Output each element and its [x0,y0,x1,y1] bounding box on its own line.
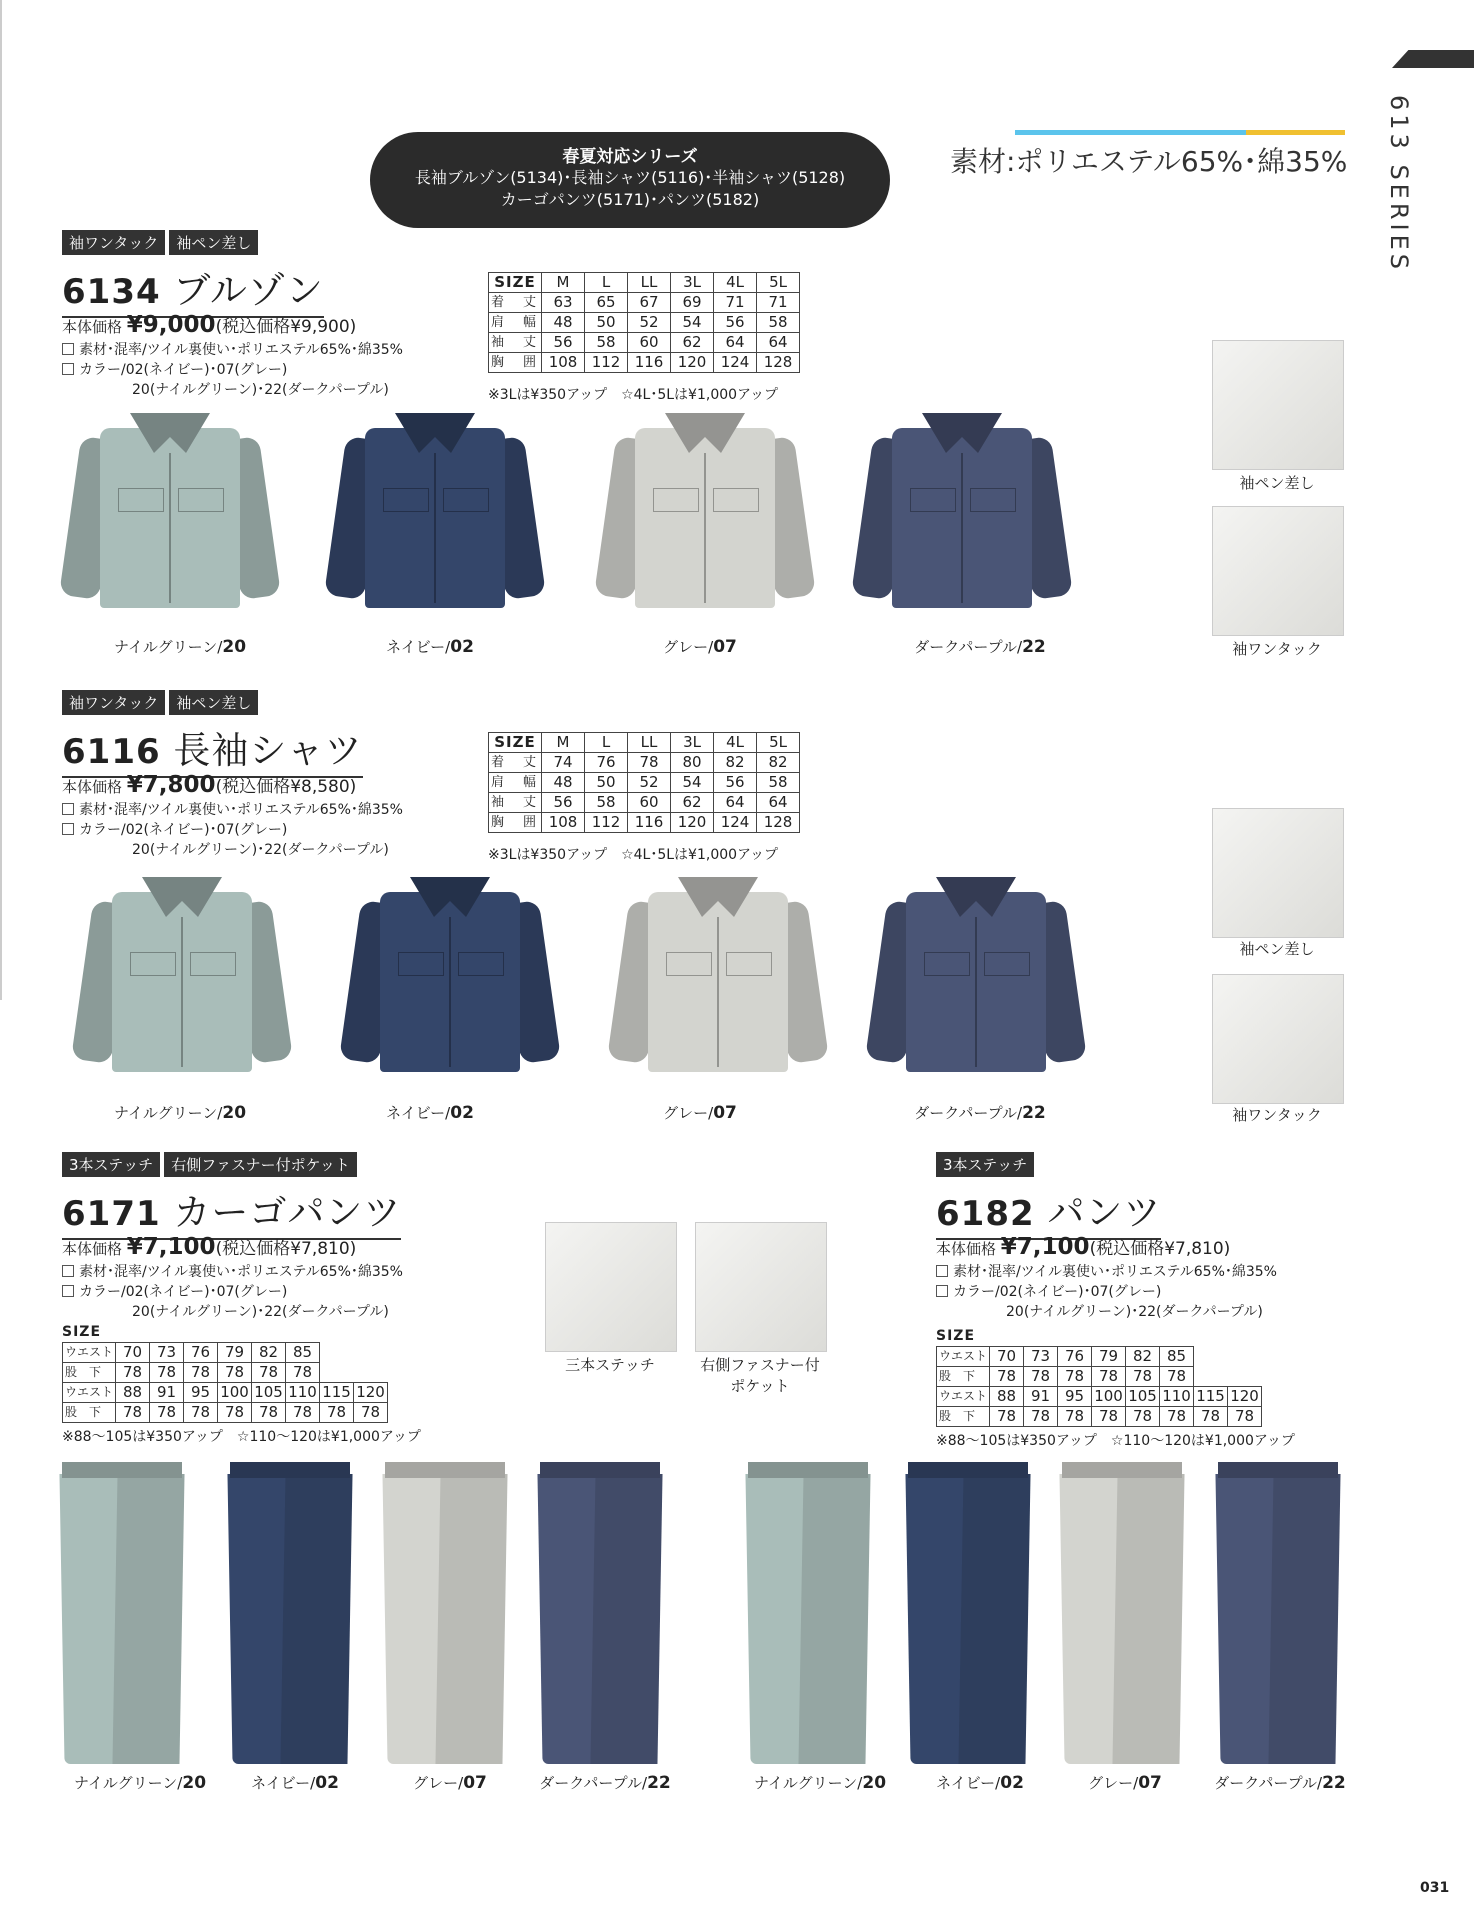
tags-6116 [62,690,262,715]
product-code: 6182 [936,1194,1035,1234]
size-cell: ウエスト [937,1387,990,1407]
table-row [489,813,800,833]
price-value: ¥7,100 [126,1234,216,1260]
variant-caption: ナイルグリーン/20 [753,1773,887,1793]
size-label: SIZE [936,1328,976,1344]
size-header-cell: 3L [671,733,714,753]
table-row [63,1403,388,1423]
series-banner [370,132,890,228]
table-row [489,313,800,333]
size-table-6116 [488,732,800,833]
product-name: カーゴパンツ [173,1191,402,1234]
table-row [937,1407,1262,1427]
size-header-cell: 5L [757,273,800,293]
size-cell: 69 [671,293,714,313]
size-cell: 112 [585,813,628,833]
size-cell: 60 [628,793,671,813]
size-cell: 肩 幅 [489,313,542,333]
size-cell: 78 [1058,1367,1092,1387]
garment-photo [82,872,282,1092]
size-header-cell: SIZE [489,733,542,753]
empty-cell [1194,1367,1228,1387]
tax-price: (税込価格¥7,810) [1089,1239,1231,1259]
size-cell: 82 [757,753,800,773]
size-cell: 78 [1160,1367,1194,1387]
size-cell: 67 [628,293,671,313]
size-cell: 62 [671,793,714,813]
variant-caption: ネイビー/02 [251,1773,339,1793]
series-line-2: カーゴパンツ(5171)･パンツ(5182) [500,190,760,209]
size-cell: 股 下 [63,1363,116,1383]
material-spec: 素材･混率/ツイル裏使い･ポリエステル65%･綿35% [79,342,403,358]
size-cell: 71 [757,293,800,313]
empty-cell [320,1343,354,1363]
size-cell: 胸 囲 [489,813,542,833]
size-cell: 70 [990,1347,1024,1367]
variant-caption: ナイルグリーン/20 [113,1103,247,1123]
size-cell: 56 [542,793,585,813]
variant-caption: ナイルグリーン/20 [73,1773,207,1793]
size-cell: 58 [585,333,628,353]
size-cell: 78 [218,1403,252,1423]
table-row [489,333,800,353]
size-header-cell: 3L [671,273,714,293]
size-cell: 56 [714,773,757,793]
product-name: パンツ [1047,1191,1162,1234]
color-spec-2: 20(ナイルグリーン)･22(ダークパープル) [132,1304,389,1320]
detail-photo-tuck [1212,974,1344,1104]
empty-cell [1194,1347,1228,1367]
size-cell: 50 [585,313,628,333]
detail-caption: 袖ワンタック [1232,640,1322,658]
size-cell: 袖 丈 [489,333,542,353]
detail-photo-tuck [1212,506,1344,636]
size-cell: 124 [714,813,757,833]
tag: 袖ペン差し [169,230,258,255]
size-cell: 78 [286,1403,320,1423]
size-cell: 48 [542,313,585,333]
product-code: 6116 [62,732,161,772]
size-cell: 78 [1092,1367,1126,1387]
table-row [63,1343,388,1363]
table-row [937,1367,1262,1387]
size-cell: 74 [542,753,585,773]
size-cell: 112 [585,353,628,373]
tag: 袖ペン差し [169,690,258,715]
size-cell: 78 [354,1403,388,1423]
material-spec: 素材･混率/ツイル裏使い･ポリエステル65%･綿35% [79,1264,403,1280]
size-cell: 78 [1194,1407,1228,1427]
garment-photo [350,872,550,1092]
size-note-6134: ※3Lは¥350アップ ☆4L･5Lは¥1,000アップ [488,387,779,403]
product-title-6134 [62,260,324,318]
size-note-6116: ※3Lは¥350アップ ☆4L･5Lは¥1,000アップ [488,847,779,863]
size-cell: 54 [671,773,714,793]
price-6171 [62,1234,356,1260]
table-row [63,1383,388,1403]
table-row [489,353,800,373]
size-header-cell: 4L [714,733,757,753]
size-cell: 65 [585,293,628,313]
size-cell: 78 [116,1363,150,1383]
series-line-1: 長袖ブルゾン(5134)･長袖シャツ(5116)･半袖シャツ(5128) [414,168,846,187]
size-cell: 58 [757,313,800,333]
detail-caption: 三本ステッチ [565,1356,655,1374]
size-cell: 肩 幅 [489,773,542,793]
tags-6134 [62,230,262,255]
tag: 3本ステッチ [936,1152,1034,1177]
garment-photo [335,408,535,628]
size-cell: 73 [150,1343,184,1363]
product-name: 長袖シャツ [173,729,363,772]
size-cell: 76 [585,753,628,773]
size-cell: 52 [628,773,671,793]
size-table-6171 [62,1342,388,1423]
size-header-cell: 5L [757,733,800,753]
garment-photo [908,1462,1028,1762]
size-cell: 52 [628,313,671,333]
garment-photo [1062,1462,1182,1762]
tags-6171 [62,1152,361,1177]
size-cell: 95 [184,1383,218,1403]
size-cell: 88 [116,1383,150,1403]
detail-caption: 右側ファスナー付 ポケット [700,1356,820,1395]
size-cell: 82 [714,753,757,773]
variant-caption: ネイビー/02 [386,1103,474,1123]
price-label: 本体価格 [62,318,123,336]
size-cell: 64 [757,793,800,813]
detail-caption: 袖ワンタック [1232,1106,1322,1124]
size-cell: 78 [1160,1407,1194,1427]
size-header-cell: LL [628,273,671,293]
empty-cell [320,1363,354,1383]
size-cell: ウエスト [937,1347,990,1367]
garment-photo [605,408,805,628]
size-cell: 120 [354,1383,388,1403]
tax-price: (税込価格¥8,580) [215,777,357,797]
product-name: ブルゾン [173,269,324,312]
page-number: 031 [1420,1880,1450,1896]
size-cell: 71 [714,293,757,313]
size-cell: 78 [218,1363,252,1383]
size-cell: 120 [671,813,714,833]
size-cell: 64 [714,333,757,353]
tag: 袖ワンタック [62,230,165,255]
color-spec: カラー/02(ネイビー)･07(グレー) [79,1284,288,1300]
size-cell: 115 [320,1383,354,1403]
size-cell: 128 [757,353,800,373]
size-cell: 78 [184,1403,218,1423]
price-value: ¥9,000 [126,312,216,338]
size-table-6134 [488,272,800,373]
size-cell: 120 [1228,1387,1262,1407]
size-header-cell: L [585,273,628,293]
color-spec: カラー/02(ネイビー)･07(グレー) [953,1284,1162,1300]
specs-6182 [936,1262,1277,1322]
size-cell: 110 [286,1383,320,1403]
size-cell: 116 [628,353,671,373]
color-spec-2: 20(ナイルグリーン)･22(ダークパープル) [1006,1304,1263,1320]
garment-photo [1218,1462,1338,1762]
table-row [489,293,800,313]
size-cell: 105 [1126,1387,1160,1407]
size-cell: 73 [1024,1347,1058,1367]
product-code: 6134 [62,272,161,312]
size-label: SIZE [62,1324,102,1340]
color-spec: カラー/02(ネイビー)･07(グレー) [79,822,288,838]
size-cell: 124 [714,353,757,373]
size-cell: 78 [990,1407,1024,1427]
size-cell: 78 [1024,1367,1058,1387]
size-table-6182 [936,1346,1262,1427]
size-cell: 78 [252,1363,286,1383]
size-cell: 着 丈 [489,753,542,773]
size-cell: 115 [1194,1387,1228,1407]
table-row [489,773,800,793]
empty-cell [354,1363,388,1383]
size-cell: 股 下 [937,1367,990,1387]
size-cell: 79 [218,1343,252,1363]
empty-cell [1228,1347,1262,1367]
detail-photo-stitch [545,1222,677,1352]
size-header-cell: M [542,273,585,293]
material-spec: 素材･混率/ツイル裏使い･ポリエステル65%･綿35% [79,802,403,818]
product-code: 6171 [62,1194,161,1234]
price-label: 本体価格 [62,1240,123,1258]
garment-photo [862,408,1062,628]
specs-6116 [62,800,403,860]
detail-photo-pen [1212,340,1344,470]
table-row [489,793,800,813]
size-cell: ウエスト [63,1343,116,1363]
size-note-6182: ※88～105は¥350アップ ☆110～120は¥1,000アップ [936,1433,1295,1449]
size-cell: 100 [1092,1387,1126,1407]
size-cell: 88 [990,1387,1024,1407]
series-title: 春夏対応シリーズ [562,147,698,167]
garment-photo [876,872,1076,1092]
garment-photo [230,1462,350,1762]
corner-tab [1392,50,1474,68]
size-cell: 100 [218,1383,252,1403]
tag: 右側ファスナー付ポケット [164,1152,357,1177]
series-vertical-label: 613 SERIES [1385,95,1413,273]
size-cell: 78 [320,1403,354,1423]
color-spec-2: 20(ナイルグリーン)･22(ダークパープル) [132,382,389,398]
size-header-cell: SIZE [489,273,542,293]
size-cell: 105 [252,1383,286,1403]
size-cell: 64 [714,793,757,813]
size-cell: 91 [1024,1387,1058,1407]
garment-photo [62,1462,182,1762]
size-cell: 袖 丈 [489,793,542,813]
size-cell: 48 [542,773,585,793]
table-row [937,1347,1262,1367]
variant-caption: ダークパープル/22 [914,1103,1046,1123]
size-cell: 78 [1024,1407,1058,1427]
price-6116 [62,772,356,798]
size-header-cell: 4L [714,273,757,293]
price-value: ¥7,800 [126,772,216,798]
garment-photo [540,1462,660,1762]
size-cell: 78 [628,753,671,773]
tags-6182 [936,1152,1038,1177]
size-cell: 56 [542,333,585,353]
garment-photo [385,1462,505,1762]
size-cell: 62 [671,333,714,353]
size-header-cell: L [585,733,628,753]
size-cell: 78 [990,1367,1024,1387]
size-cell: 78 [1092,1407,1126,1427]
size-cell: 股 下 [63,1403,116,1423]
size-cell: 78 [116,1403,150,1423]
size-cell: 110 [1160,1387,1194,1407]
tag: 3本ステッチ [62,1152,160,1177]
size-cell: 78 [150,1363,184,1383]
empty-cell [354,1343,388,1363]
price-value: ¥7,100 [1000,1234,1090,1260]
material-spec: 素材･混率/ツイル裏使い･ポリエステル65%･綿35% [953,1264,1277,1280]
size-cell: 79 [1092,1347,1126,1367]
size-cell: 76 [184,1343,218,1363]
size-cell: 50 [585,773,628,793]
variant-caption: ナイルグリーン/20 [113,637,247,657]
variant-caption: グレー/07 [413,1773,487,1793]
size-header-cell: M [542,733,585,753]
size-note-6171: ※88～105は¥350アップ ☆110～120は¥1,000アップ [62,1429,421,1445]
size-cell: 108 [542,353,585,373]
size-cell: 108 [542,813,585,833]
variant-caption: ダークパープル/22 [914,637,1046,657]
product-title-6182 [936,1182,1161,1240]
detail-photo-pocket [695,1222,827,1352]
size-cell: 78 [252,1403,286,1423]
price-label: 本体価格 [62,778,123,796]
table-row [937,1387,1262,1407]
size-cell: 56 [714,313,757,333]
size-cell: 91 [150,1383,184,1403]
size-cell: 85 [1160,1347,1194,1367]
size-cell: 78 [1126,1407,1160,1427]
detail-photo-pen [1212,808,1344,938]
size-cell: 70 [116,1343,150,1363]
variant-caption: ネイビー/02 [936,1773,1024,1793]
garment-photo [618,872,818,1092]
color-spec-2: 20(ナイルグリーン)･22(ダークパープル) [132,842,389,858]
price-label: 本体価格 [936,1240,997,1258]
color-spec: カラー/02(ネイビー)･07(グレー) [79,362,288,378]
size-cell: 58 [757,773,800,793]
garment-photo [70,408,270,628]
variant-caption: グレー/07 [663,1103,737,1123]
size-cell: 78 [1058,1407,1092,1427]
tax-price: (税込価格¥7,810) [215,1239,357,1259]
size-cell: 78 [1126,1367,1160,1387]
size-cell: 股 下 [937,1407,990,1427]
size-cell: ウエスト [63,1383,116,1403]
price-6182 [936,1234,1230,1260]
variant-caption: グレー/07 [663,637,737,657]
table-row [489,753,800,773]
size-header-cell: LL [628,733,671,753]
variant-caption: グレー/07 [1088,1773,1162,1793]
specs-6134 [62,340,403,400]
size-cell: 78 [1228,1407,1262,1427]
variant-caption: ダークパープル/22 [1214,1773,1346,1793]
size-cell: 85 [286,1343,320,1363]
specs-6171 [62,1262,403,1322]
size-cell: 78 [184,1363,218,1383]
table-row [63,1363,388,1383]
empty-cell [1228,1367,1262,1387]
variant-caption: ネイビー/02 [386,637,474,657]
detail-caption: 袖ペン差し [1239,940,1315,958]
size-cell: 82 [252,1343,286,1363]
tax-price: (税込価格¥9,900) [215,317,357,337]
garment-photo [748,1462,868,1762]
size-cell: 95 [1058,1387,1092,1407]
product-title-6171 [62,1182,401,1240]
size-cell: 54 [671,313,714,333]
size-cell: 78 [286,1363,320,1383]
size-cell: 120 [671,353,714,373]
size-cell: 80 [671,753,714,773]
size-cell: 58 [585,793,628,813]
material-label: 素材:ポリエステル65%･綿35% [950,145,1348,178]
size-cell: 78 [150,1403,184,1423]
size-cell: 60 [628,333,671,353]
size-cell: 76 [1058,1347,1092,1367]
size-cell: 64 [757,333,800,353]
size-cell: 128 [757,813,800,833]
page-edge-line [0,0,2,1000]
price-6134 [62,312,356,338]
product-title-6116 [62,720,363,778]
size-cell: 116 [628,813,671,833]
variant-caption: ダークパープル/22 [539,1773,671,1793]
size-cell: 82 [1126,1347,1160,1367]
material-accent-bar [1015,130,1345,135]
size-cell: 胸 囲 [489,353,542,373]
size-cell: 63 [542,293,585,313]
detail-caption: 袖ペン差し [1239,474,1315,492]
size-cell: 着 丈 [489,293,542,313]
tag: 袖ワンタック [62,690,165,715]
